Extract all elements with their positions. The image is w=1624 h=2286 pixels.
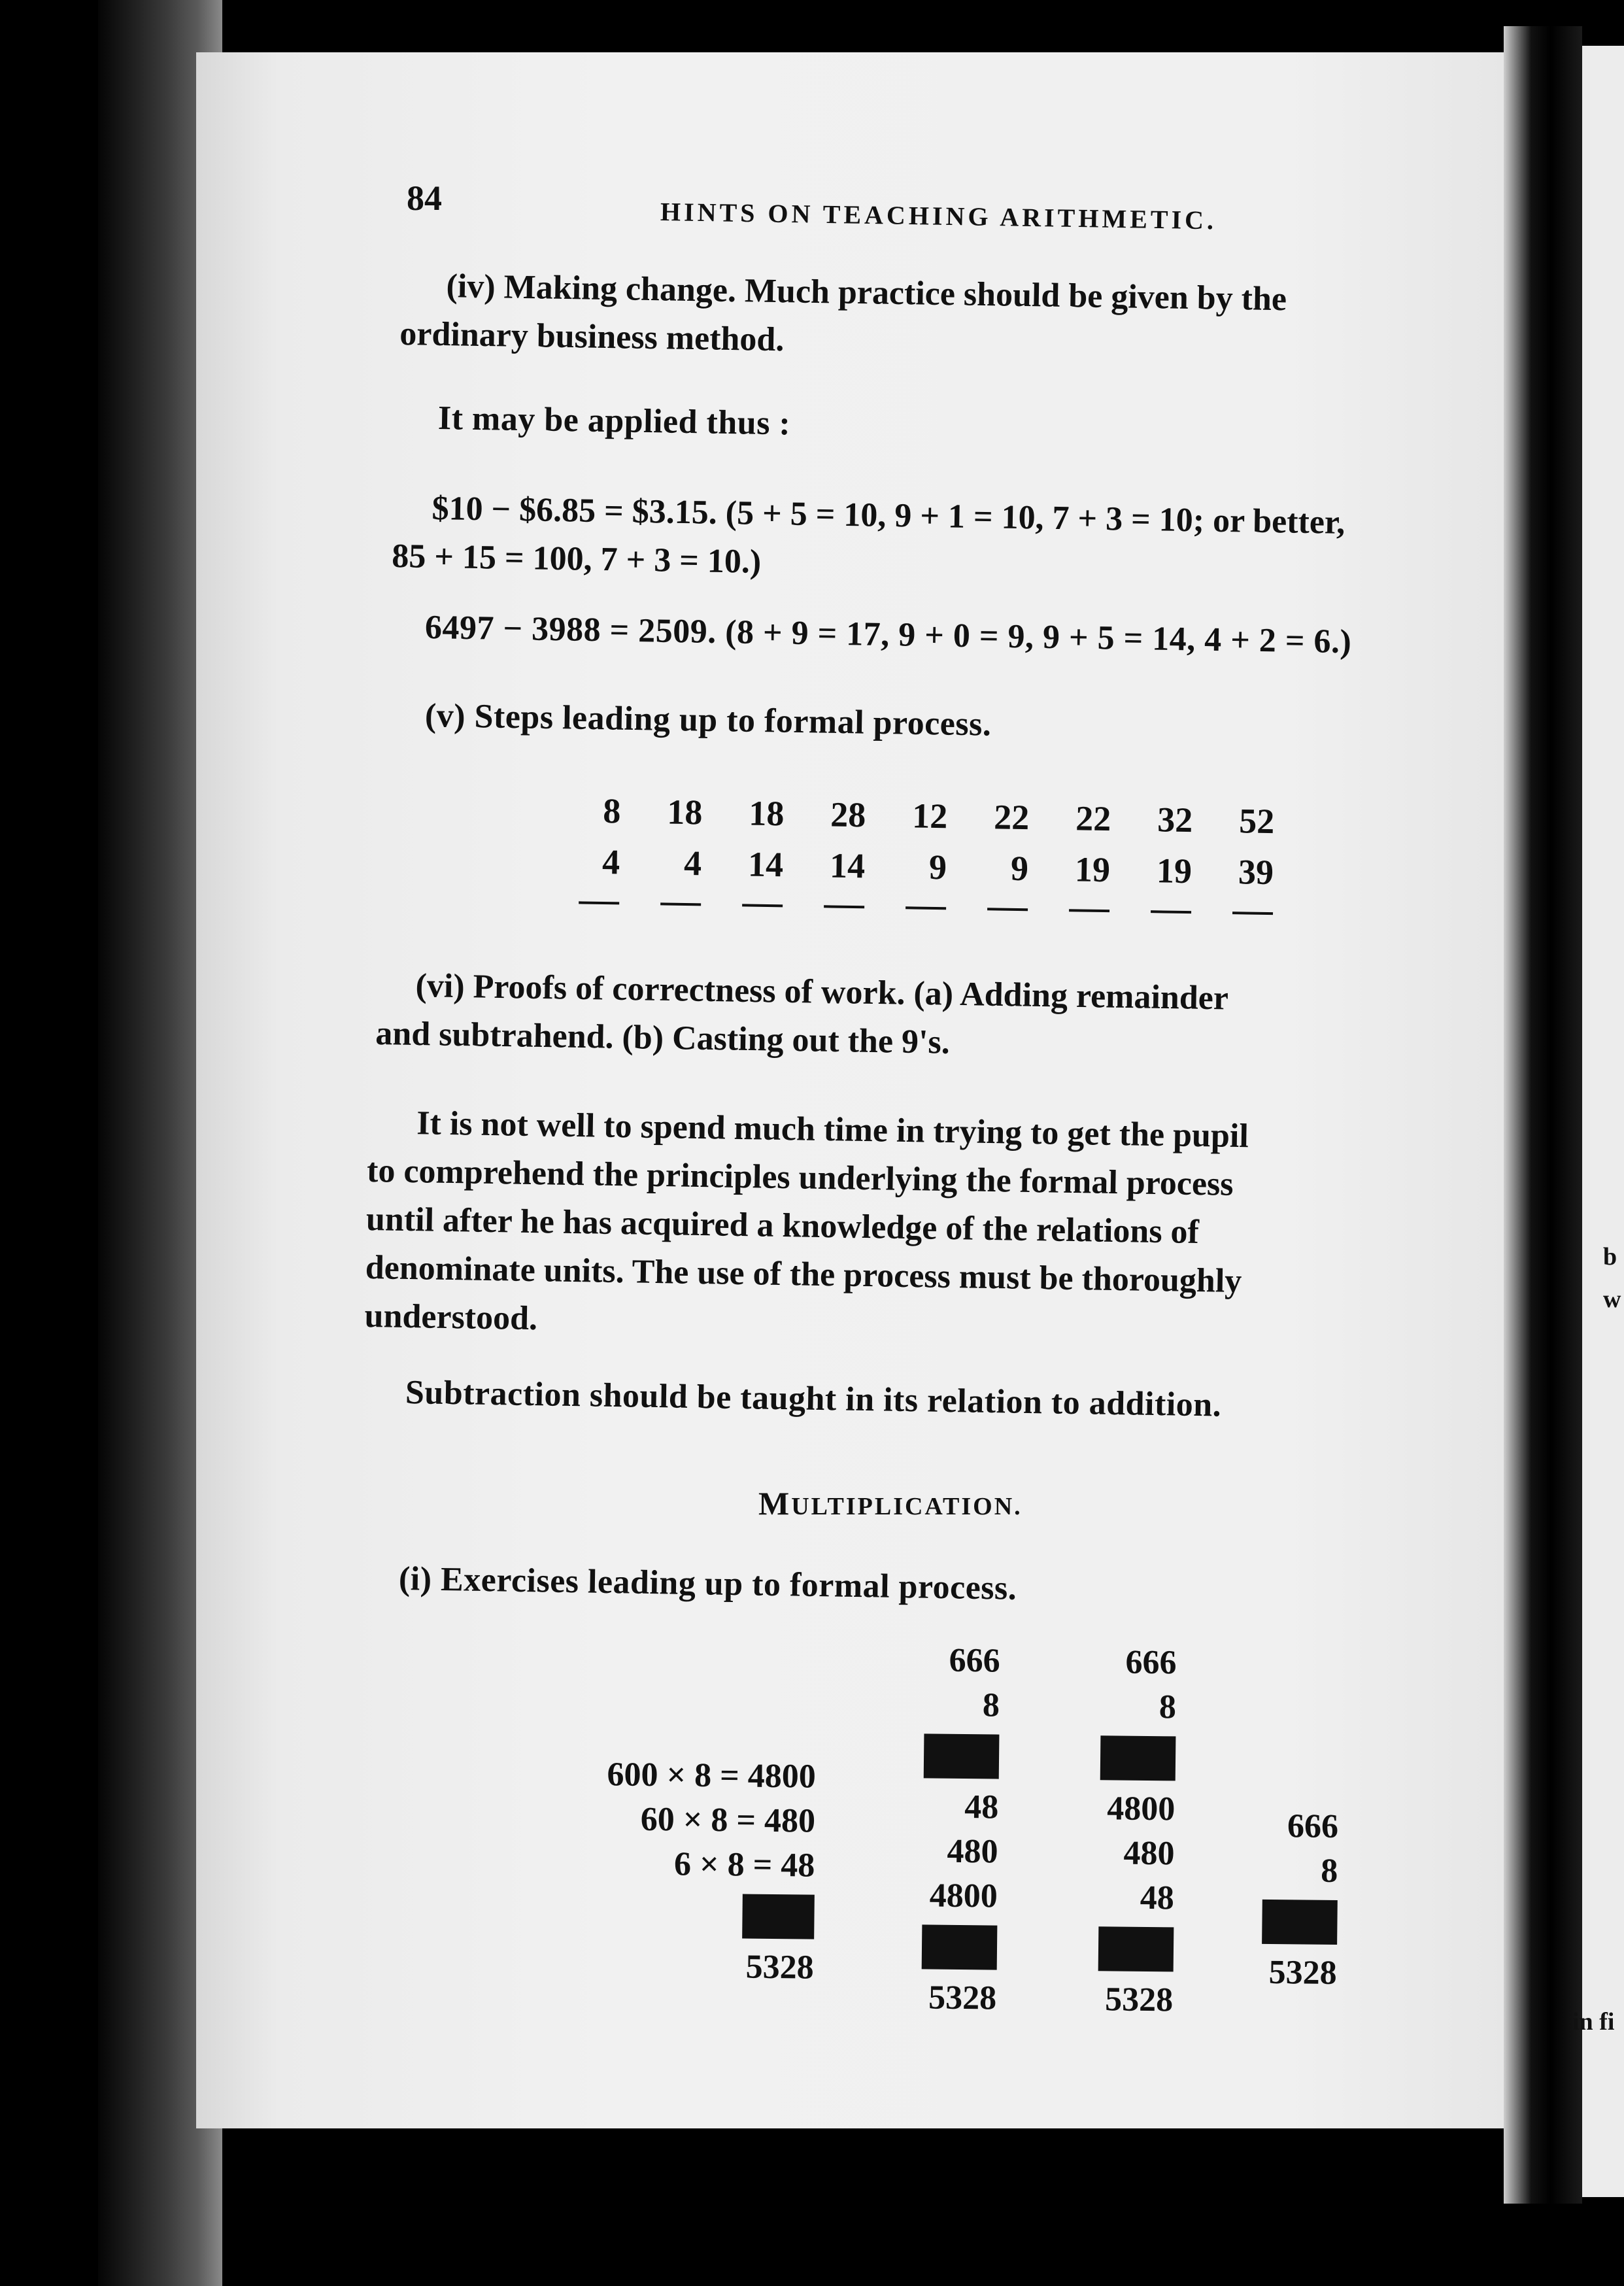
section-heading (758, 1484, 1023, 1522)
step-minuend: 18 (748, 793, 785, 834)
product-rule (924, 1733, 1000, 1779)
product-rule (1262, 1900, 1338, 1945)
paragraph-line: to comprehend the principles underlying the formal process (366, 1152, 1234, 1203)
step-subtrahend: 19 (1074, 849, 1111, 890)
digits-example: 6497 − 3988 = 2509. (8 + 9 = 17, 9 + 0 = 9, 9 + 5 = 14, 4 + 2 = 6.) (424, 609, 1352, 661)
multiplication-column (905, 1638, 1000, 2021)
section-v: (v) Steps leading up to formal process. (424, 697, 992, 743)
product-rule (1100, 1735, 1176, 1781)
step-minuend: 52 (1238, 801, 1275, 842)
page-number: 84 (407, 179, 442, 218)
step-column (887, 790, 948, 910)
step-minuend: 8 (602, 791, 621, 831)
step-minuend: 12 (911, 796, 948, 836)
partial-product: 480 (947, 1832, 998, 1871)
step-subtrahend: 19 (1156, 851, 1193, 891)
partial-product: 6 × 8 = 48 (673, 1845, 815, 1885)
step-subtrahend: 14 (747, 844, 784, 885)
product-total: 5328 (928, 1979, 997, 2017)
multiplication-column (598, 1752, 816, 1990)
partial-product: 60 × 8 = 480 (640, 1800, 816, 1840)
step-column (560, 785, 621, 904)
section-iv-line: (iv) Making change. Much practice should be given by the (446, 267, 1287, 318)
facing-page-fragment: in fi (1572, 2008, 1615, 2036)
paragraph-line: understood. (364, 1297, 538, 1338)
step-column (1214, 795, 1275, 915)
partial-product: 600 × 8 = 4800 (607, 1756, 817, 1796)
step-minuend: 18 (666, 792, 703, 832)
product-total: 5328 (1268, 1953, 1337, 1992)
step-minuend: 28 (830, 794, 866, 835)
section-heading-initial: M (758, 1485, 792, 1522)
step-subtrahend: 39 (1238, 852, 1274, 893)
step-minuend: 22 (993, 797, 1030, 838)
multiplicand: 666 (1287, 1807, 1339, 1846)
facing-page-edge (1582, 46, 1624, 2197)
paragraph-line: denominate units. The use of the process must be thoroughly (365, 1248, 1242, 1301)
money-example-line: $10 − $6.85 = $3.15. (5 + 5 = 10, 9 + 1 = 10, 7 + 3 = 10; or better, (431, 489, 1345, 541)
partial-product: 48 (964, 1788, 999, 1826)
partial-product: 4800 (929, 1877, 998, 1915)
step-column (1051, 793, 1111, 912)
section-vi-line: and subtrahend. (b) Casting out the 9's. (375, 1014, 951, 1061)
section-i: (i) Exercises leading up to formal process. (398, 1560, 1017, 1607)
facing-page-fragment: b (1603, 1243, 1617, 1271)
section-heading-rest: ULTIPLICATION. (791, 1493, 1023, 1520)
running-title: HINTS ON TEACHING ARITHMETIC. (660, 197, 1217, 235)
section-iv (399, 262, 1486, 375)
step-minuend: 32 (1157, 800, 1193, 840)
partial-product: 48 (1140, 1879, 1175, 1917)
money-example (392, 484, 1478, 598)
facing-page-fragment: w (1603, 1286, 1621, 1313)
section-iv-line: ordinary business method. (399, 315, 785, 359)
step-subtrahend: 4 (601, 842, 620, 882)
step-column (805, 789, 866, 908)
product-total: 5328 (1104, 1981, 1174, 2019)
step-subtrahend: 9 (1010, 848, 1029, 889)
sum-rule (922, 1924, 998, 1970)
money-example-line: 85 + 15 = 100, 7 + 3 = 10.) (391, 537, 762, 581)
principles-paragraph (364, 1099, 1453, 1357)
sum-rule (742, 1894, 815, 1939)
section-vi (375, 961, 1455, 1075)
step-column (724, 787, 785, 907)
multiplication-exercises (585, 1635, 1373, 2019)
multiplicand: 666 (1125, 1643, 1177, 1682)
step-subtrahend: 4 (683, 843, 702, 883)
multiplier: 8 (1320, 1852, 1338, 1890)
sum-rule (1098, 1926, 1174, 1971)
multiplier: 8 (982, 1686, 1000, 1724)
page-gutter (1504, 26, 1582, 2204)
paragraph-line: until after he has acquired a knowledge of the relations of (365, 1201, 1200, 1252)
multiplication-column (1081, 1640, 1177, 2022)
section-vi-line: (vi) Proofs of correctness of work. (a) Adding remainder (415, 966, 1229, 1017)
applied-intro: It may be applied thus : (437, 400, 791, 443)
step-subtrahend: 14 (829, 845, 866, 886)
multiplication-column (1245, 1804, 1338, 1996)
subtraction-note: Subtraction should be taught in its relation to addition. (405, 1374, 1222, 1424)
step-minuend: 22 (1075, 798, 1111, 839)
step-subtrahend: 9 (928, 847, 947, 887)
partial-product: 4800 (1106, 1790, 1176, 1828)
multiplicand: 666 (949, 1641, 1000, 1680)
multiplier: 8 (1159, 1688, 1177, 1726)
step-column (642, 786, 703, 906)
step-column (969, 791, 1030, 911)
product-total: 5328 (745, 1948, 814, 1987)
partial-product: 480 (1123, 1834, 1175, 1873)
step-column (1132, 794, 1193, 913)
paragraph-line: It is not well to spend much time in trying to get the pupil (416, 1104, 1249, 1155)
